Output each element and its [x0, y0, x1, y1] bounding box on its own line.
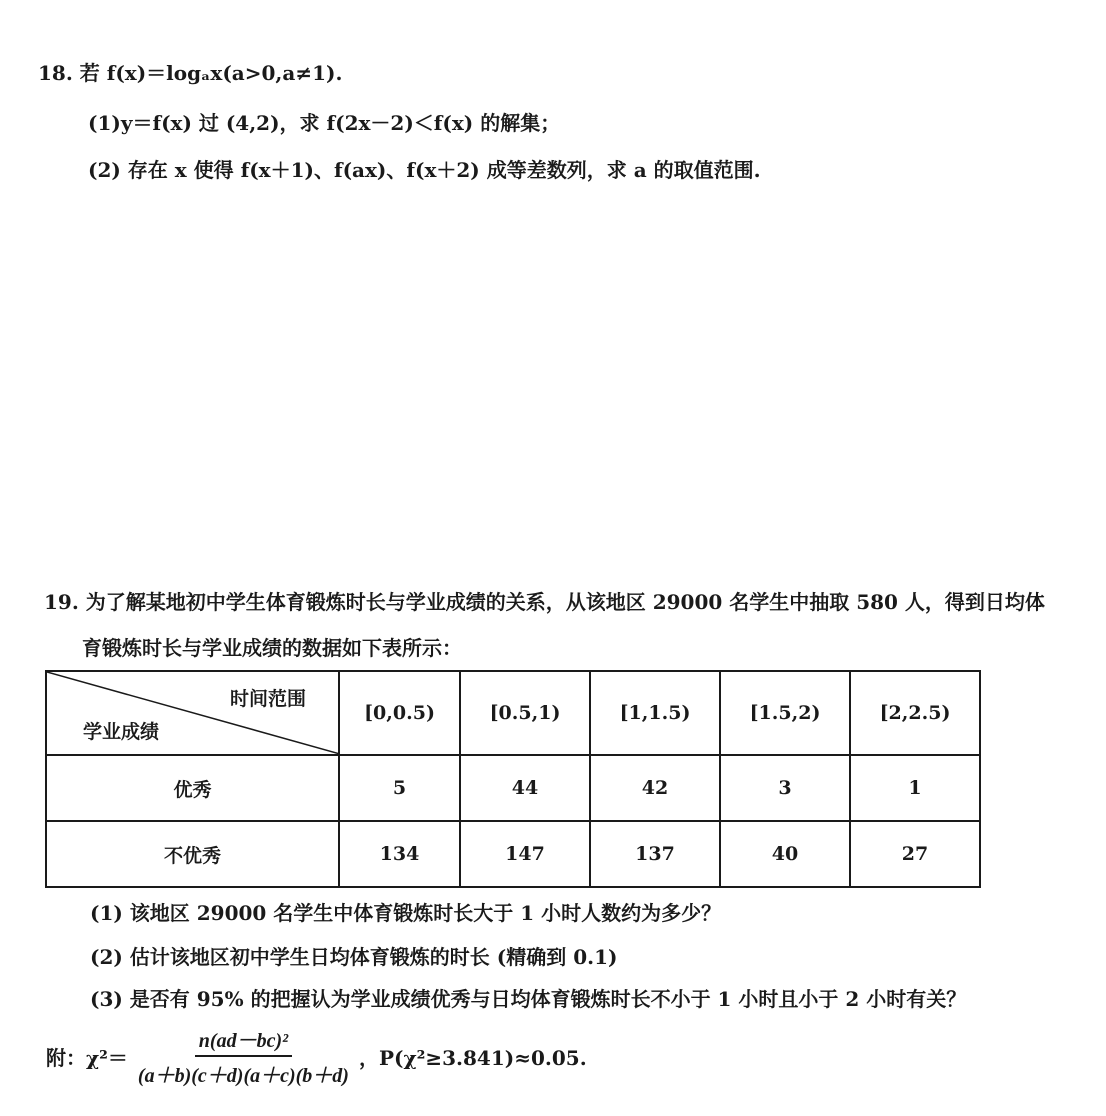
problem-19-question-3: (3) 是否有 95% 的把握认为学业成绩优秀与日均体育锻炼时长不小于 1 小时且小于 2 小时有关？ [90, 987, 967, 1011]
table-cell: 147 [460, 821, 590, 887]
problem-18-part-1: (1)y＝f(x) 过 (4,2)，求 f(2x－2)＜f(x) 的解集； [88, 111, 561, 135]
problem-19-question-1: (1) 该地区 29000 名学生中体育锻炼时长大于 1 小时人数约为多少？ [90, 901, 722, 925]
table-cell: 3 [720, 755, 850, 821]
formula-denominator: (a＋b)(c＋d)(a＋c)(b＋d) [137, 1065, 349, 1087]
formula-prefix: 附：χ²＝ [46, 1045, 128, 1070]
table-header-cell: [1.5,2) [720, 671, 850, 755]
table-row [46, 755, 980, 821]
data-table-container [45, 670, 979, 884]
problem-19-intro-line-2: 育锻炼时长与学业成绩的数据如下表所示： [82, 636, 462, 660]
table-corner-cell [46, 671, 339, 755]
table-header-cell: [0,0.5) [339, 671, 460, 755]
table-cell: 42 [590, 755, 720, 821]
table-header-cell: [1,1.5) [590, 671, 720, 755]
table-header-cell: [0.5,1) [460, 671, 590, 755]
table-header-cell: [2,2.5) [850, 671, 980, 755]
formula-suffix: ，P(χ²≥3.841)≈0.05. [358, 1045, 587, 1070]
formula-fraction [134, 1024, 353, 1088]
table-row [46, 821, 980, 887]
chi-square-formula [46, 1026, 587, 1086]
table-cell: 44 [460, 755, 590, 821]
problem-19-intro-line-1: 19. 为了解某地初中学生体育锻炼时长与学业成绩的关系，从该地区 29000 名学生中抽取 580 人，得到日均体 [44, 590, 1045, 614]
problem-19-question-2: (2) 估计该地区初中学生日均体育锻炼的时长 (精确到 0.1) [90, 945, 618, 969]
corner-label-time-range: 时间范围 [229, 688, 306, 710]
table-row-label: 不优秀 [46, 821, 339, 887]
table-cell: 27 [850, 821, 980, 887]
formula-numerator: n(ad－bc)² [195, 1024, 292, 1057]
table-cell: 134 [339, 821, 460, 887]
table-cell: 137 [590, 821, 720, 887]
table-cell: 1 [850, 755, 980, 821]
problem-18-statement: 18. 若 f(x)＝logₐx(a>0,a≠1). [38, 61, 343, 85]
corner-label-academic-performance: 学业成绩 [83, 721, 160, 743]
table-cell: 5 [339, 755, 460, 821]
table-header-row [46, 671, 980, 755]
table-cell: 40 [720, 821, 850, 887]
problem-18-part-2: (2) 存在 x 使得 f(x＋1)、f(ax)、f(x＋2) 成等差数列，求 a 的取值范围. [88, 158, 761, 182]
table-row-label: 优秀 [46, 755, 339, 821]
data-table [45, 670, 981, 888]
